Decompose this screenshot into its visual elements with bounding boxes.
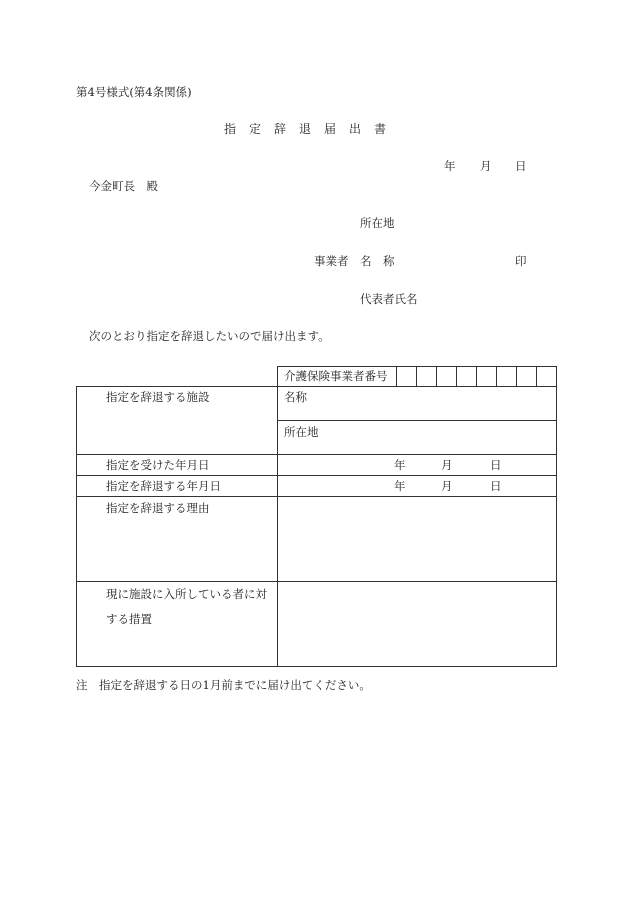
designated-date-day: 日 [490,458,502,472]
digit-box[interactable] [516,366,535,386]
facility-label: 指定を辞退する施設 [106,390,210,404]
measures-label-line1: 現に施設に入所している者に対 [106,587,267,601]
intro-text: 次のとおり指定を辞退したいので届け出ます。 [89,329,330,343]
digit-box[interactable] [496,366,515,386]
measures-label-line2: する措置 [106,612,152,626]
address-label: 所在地 [360,216,395,230]
digit-box[interactable] [456,366,475,386]
addressee: 今金町長 殿 [89,179,158,193]
reason-label: 指定を辞退する理由 [106,501,210,515]
designated-date-month: 月 [441,458,453,472]
page-title: 指定辞退届出書 [224,122,400,136]
name-label: 名 称 [360,254,395,268]
representative-label: 代表者氏名 [360,292,418,306]
operator-label: 事業者 [314,254,349,268]
facility-name-label: 名称 [284,390,307,404]
withdrawal-date-label: 指定を辞退する年月日 [106,479,221,493]
provider-number-label: 介護保険事業者番号 [284,369,388,383]
digit-box[interactable] [396,366,415,386]
seal-mark: 印 [515,254,527,268]
footnote: 注 指定を辞退する日の1月前までに届け出てください。 [76,678,371,692]
date-day: 日 [515,159,527,173]
digit-box[interactable] [416,366,435,386]
withdrawal-date-year: 年 [394,479,406,493]
digit-box[interactable] [436,366,455,386]
digit-box[interactable] [536,366,555,386]
form-number: 第4号様式(第4条関係) [76,85,192,99]
date-month: 月 [480,159,492,173]
designated-date-year: 年 [394,458,406,472]
date-year: 年 [444,159,456,173]
facility-address-label: 所在地 [284,425,319,439]
designated-date-label: 指定を受けた年月日 [106,458,210,472]
withdrawal-date-month: 月 [441,479,453,493]
withdrawal-date-day: 日 [490,479,502,493]
digit-box[interactable] [476,366,495,386]
